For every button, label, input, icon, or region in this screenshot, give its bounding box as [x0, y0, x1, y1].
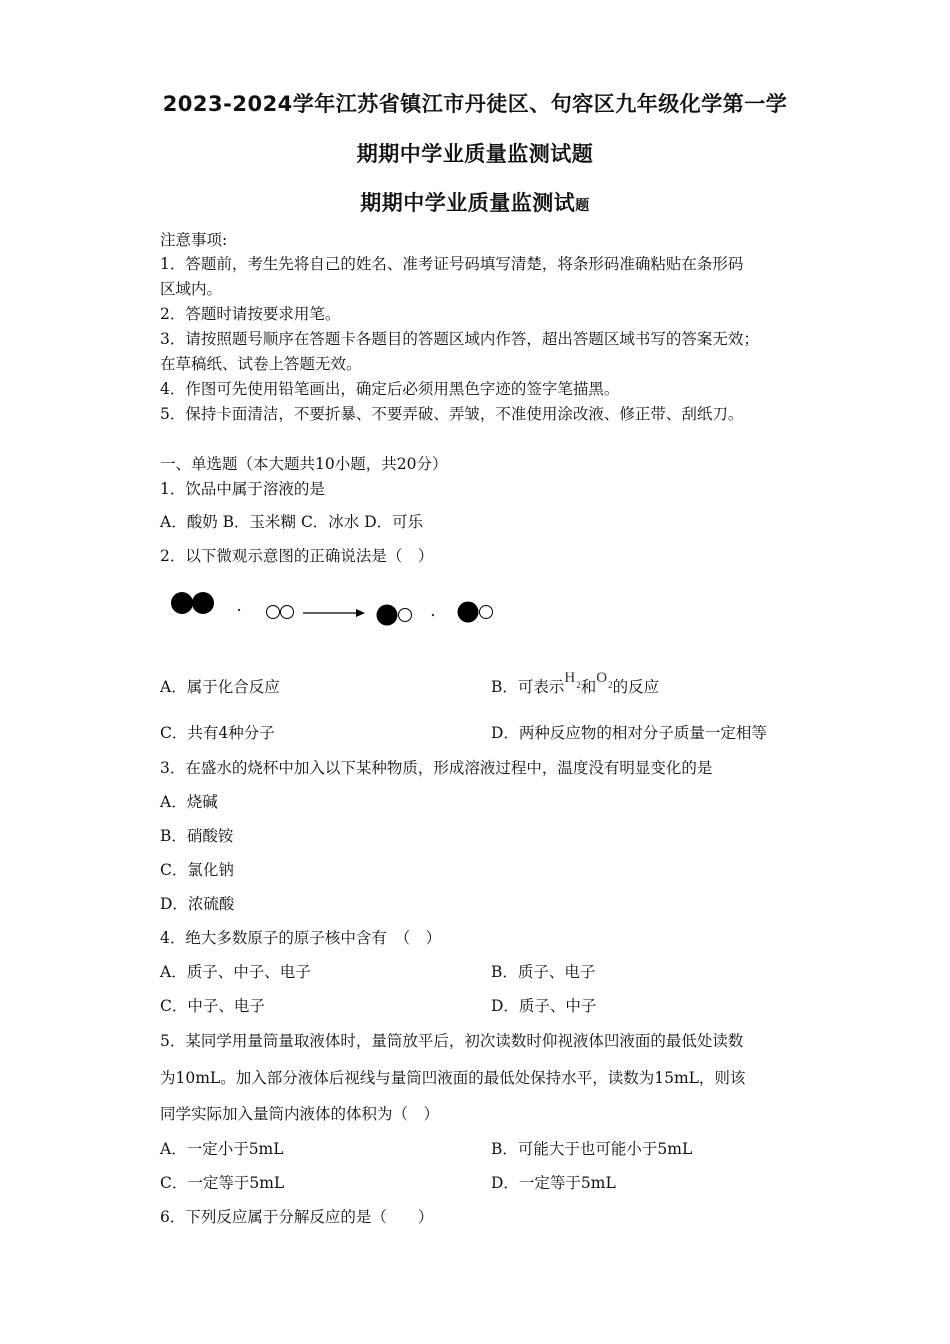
q4-option-c: C．中子、电子	[160, 997, 265, 1015]
q5-stem-line-1: 5．某同学用量筒量取液体时，量筒放平后，初次读数时仰视液体凹液面的最低处读数	[160, 1032, 744, 1050]
notice-item: 在草稿纸、试卷上答题无效。	[160, 355, 362, 373]
q2-option-b-and: 和	[580, 678, 597, 696]
title-line-3-small: 题	[575, 198, 590, 214]
q5-stem-line-3: 同学实际加入量筒内液体的体积为（ ）	[160, 1105, 440, 1123]
reaction-arrow	[303, 609, 365, 617]
notice-item: 2．答题时请按要求用笔。	[160, 305, 341, 323]
notice-item: 区域内。	[160, 280, 223, 298]
h-symbol: H	[564, 670, 576, 686]
o-subscript: 2	[608, 680, 613, 690]
title-line-1: 2023-2024学年江苏省镇江市丹徒区、句容区九年级化学第一学	[162, 92, 788, 116]
reactant-light-molecule	[267, 606, 294, 619]
q5-option-b: B．可能大于也可能小于5mL	[491, 1140, 693, 1158]
q3-option-a: A．烧碱	[160, 793, 218, 811]
q2-stem: 2．以下微观示意图的正确说法是（ ）	[160, 547, 434, 565]
q4-stem: 4．绝大多数原子的原子核中含有 （ ）	[160, 929, 442, 947]
notice-item: 5．保持卡面清洁，不要折暴、不要弄破、弄皱，不准使用涂改液、修正带、刮纸刀。	[160, 405, 744, 423]
title-line-3-main: 期期中学业质量监测试	[360, 191, 576, 215]
q2-option-b-suffix: 的反应	[612, 678, 660, 696]
title-line-3	[0, 187, 950, 217]
q1-options: A．酸奶 B．玉米糊 C．冰水 D．可乐	[160, 513, 424, 531]
q5-option-d: D．一定等于5mL	[491, 1174, 616, 1192]
section-heading: 一、单选题（本大题共10小题，共20分）	[160, 455, 448, 473]
q5-stem-line-2: 为10mL。加入部分液体后视线与量筒凹液面的最低处保持水平，读数为15mL，则该	[160, 1069, 746, 1087]
notice-item: 4．作图可先使用铅笔画出，确定后必须用黑色字迹的签字笔描黑。	[160, 380, 620, 398]
o2-formula	[596, 670, 613, 697]
q6-stem: 6．下列反应属于分解反应的是（ ）	[160, 1208, 434, 1226]
q2-option-a: A．属于化合反应	[160, 678, 280, 696]
q1-stem: 1．饮品中属于溶液的是	[160, 480, 325, 498]
molecule-reaction-diagram	[165, 585, 505, 635]
q4-option-a: A．质子、中子、电子	[160, 963, 311, 981]
q3-stem: 3．在盛水的烧杯中加入以下某种物质，形成溶液过程中，温度没有明显变化的是	[160, 759, 713, 777]
notice-item: 1．答题前，考生先将自己的姓名、准考证号码填写清楚，将条形码准确粘贴在条形码	[160, 255, 744, 273]
h2-formula	[564, 670, 581, 697]
reactant-dark-molecule	[171, 592, 214, 614]
notice-item: 3．请按照题号顺序在答题卡各题目的答题区域内作答，超出答题区域书写的答案无效；	[160, 330, 759, 348]
q5-option-a: A．一定小于5mL	[160, 1140, 284, 1158]
separator-dot	[238, 609, 240, 611]
title-line-2: 期期中学业质量监测试题	[356, 142, 594, 166]
q2-option-c: C．共有4种分子	[160, 724, 275, 742]
q3-option-d: D．浓硫酸	[160, 895, 235, 913]
q4-option-d: D．质子、中子	[491, 997, 597, 1015]
q3-option-b: B．硝酸铵	[160, 827, 234, 845]
q4-option-b: B．质子、电子	[491, 963, 596, 981]
product-molecule-1	[377, 605, 412, 626]
q3-option-c: C．氯化钠	[160, 861, 234, 879]
o-symbol: O	[596, 670, 608, 686]
q2-option-b	[491, 670, 660, 697]
separator-dot	[432, 614, 434, 616]
q2-option-d: D．两种反应物的相对分子质量一定相等	[491, 724, 767, 742]
h-subscript: 2	[576, 680, 581, 690]
notice-heading: 注意事项:	[160, 231, 228, 249]
q2-option-b-prefix: B．可表示	[491, 678, 565, 696]
q5-option-c: C．一定等于5mL	[160, 1174, 285, 1192]
product-molecule-2	[458, 602, 493, 623]
